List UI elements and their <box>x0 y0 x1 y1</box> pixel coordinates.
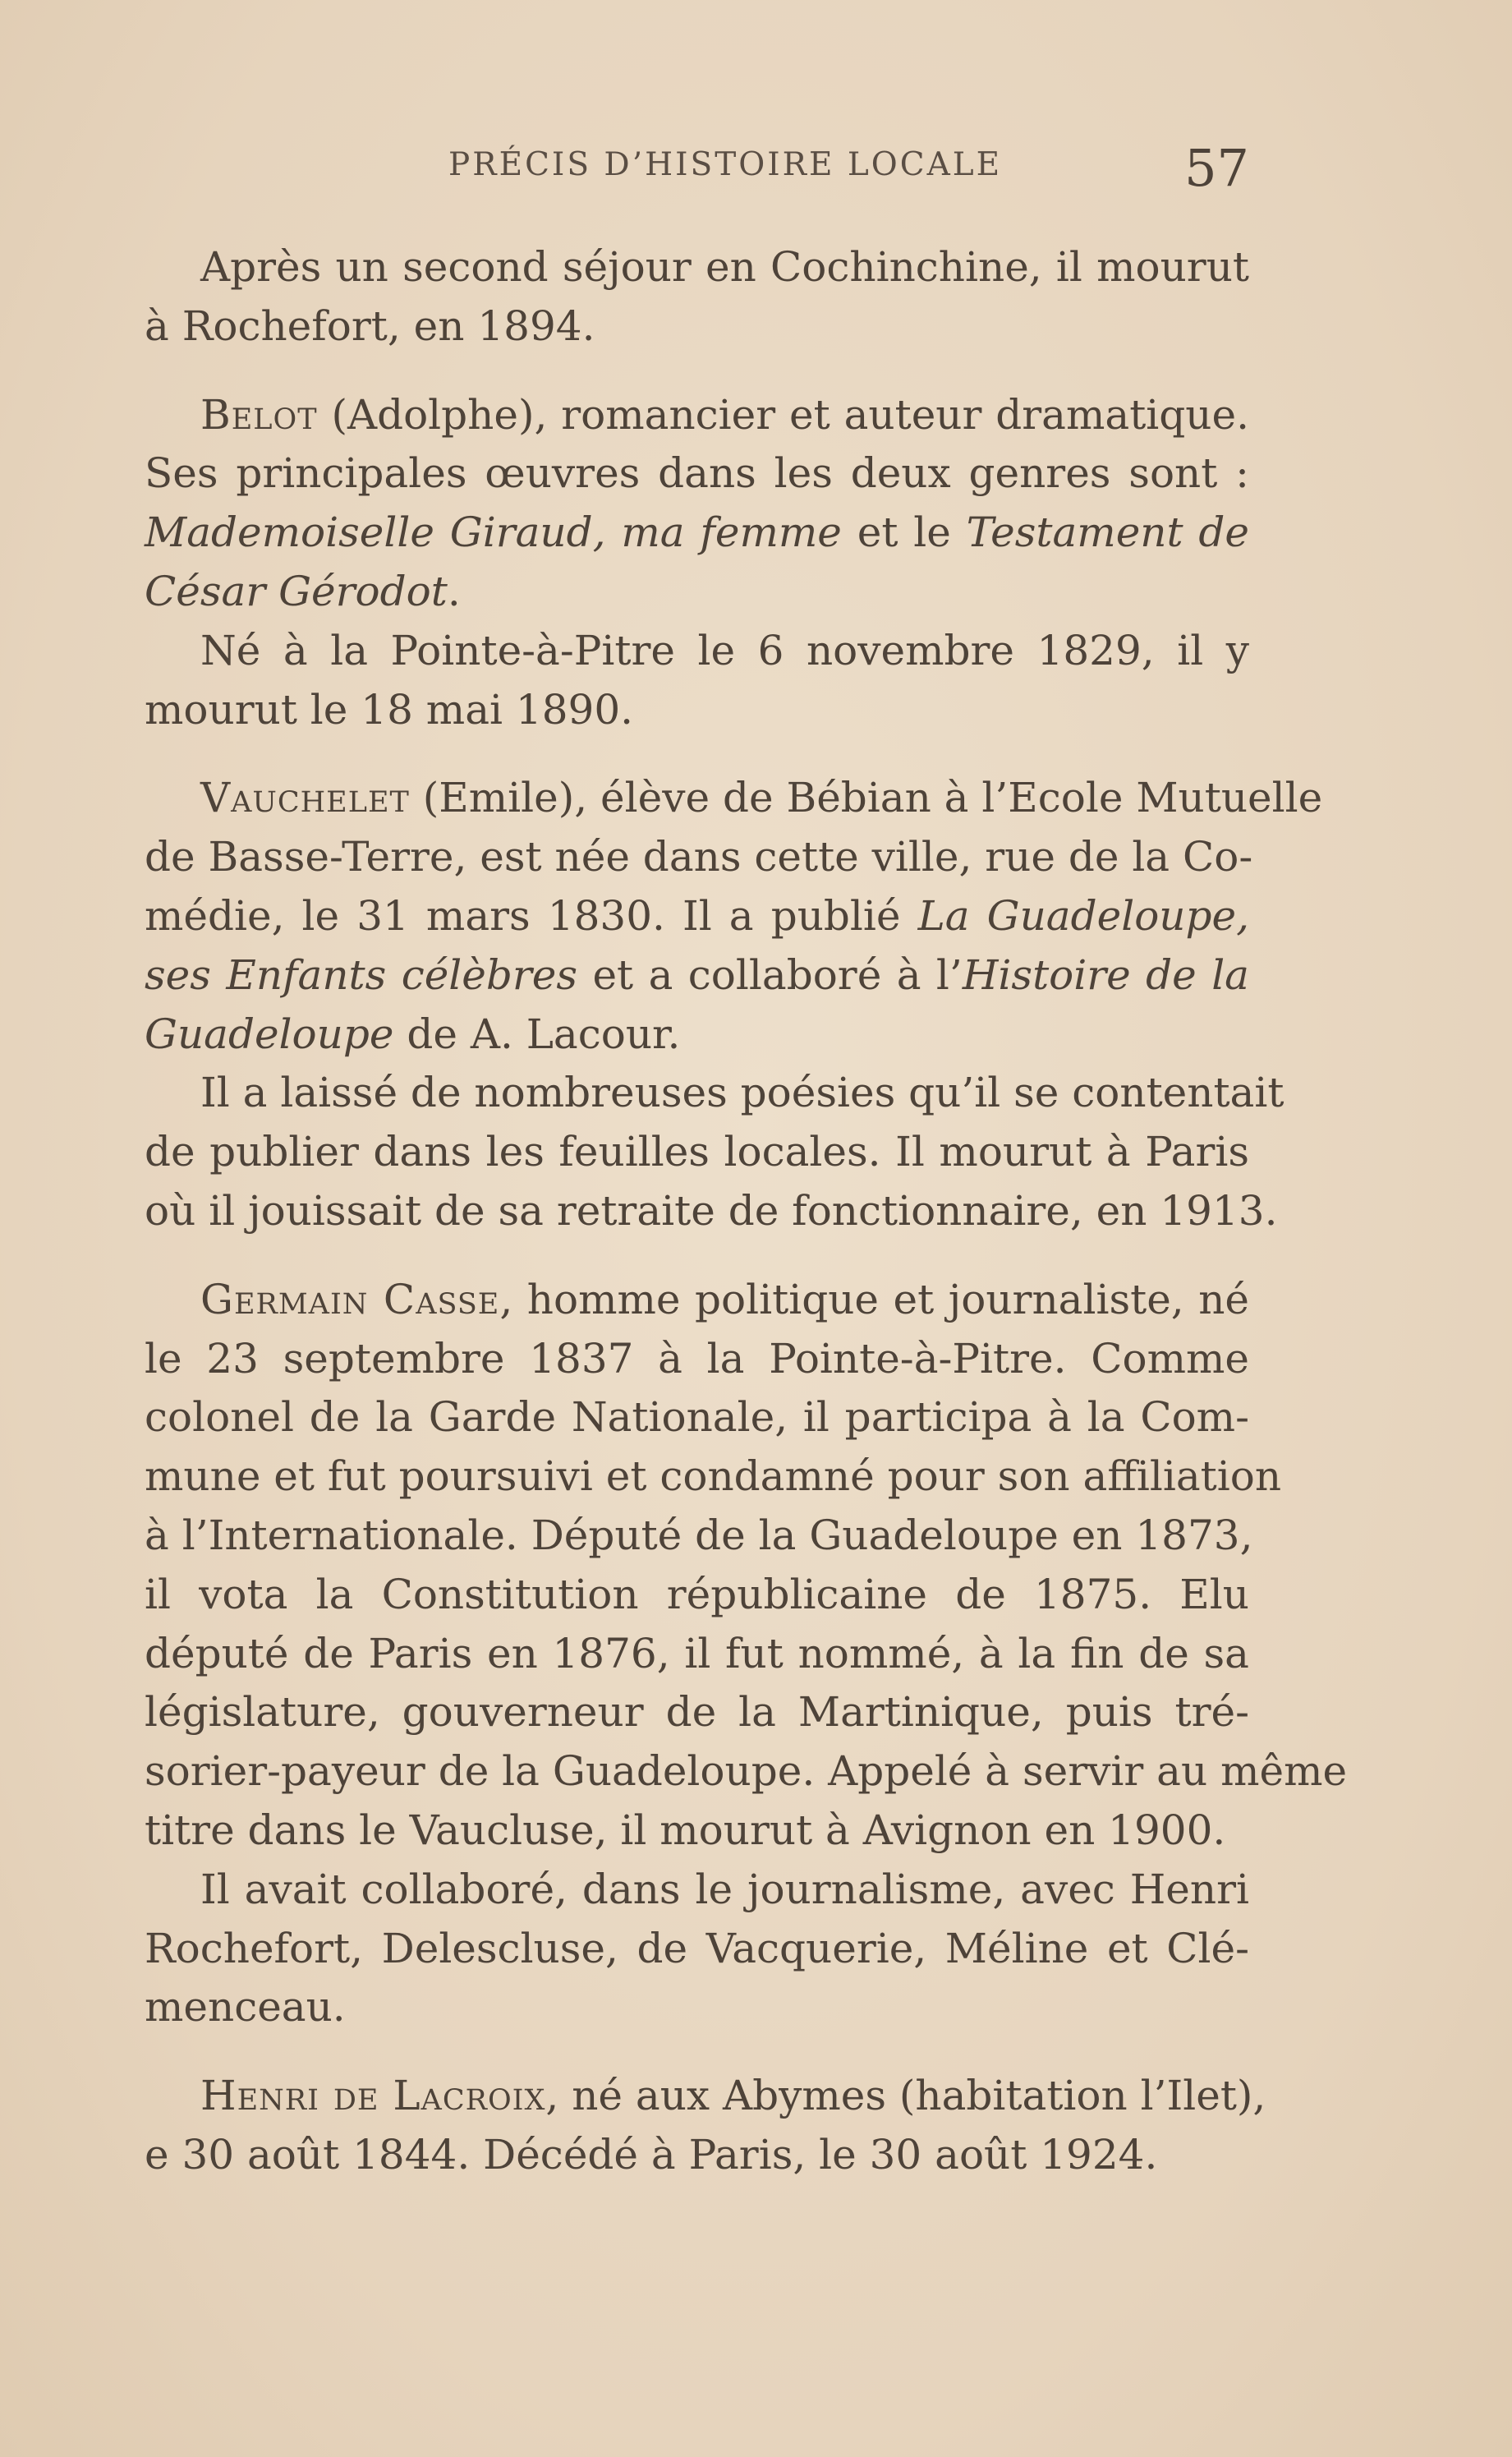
work-title: Testament de <box>966 508 1250 557</box>
text-line: de Basse-Terre, est née dans cette ville, rue de la Co- <box>145 833 1253 881</box>
text-line: Après un second séjour en Cochinchine, il mourut <box>200 243 1249 291</box>
work-title: La Guadeloupe, <box>917 891 1249 940</box>
text-line: colonel de la Garde Nationale, il participa à la Com- <box>145 1393 1249 1442</box>
entry-name: Germain Casse <box>200 1275 500 1323</box>
text-line: Guadeloupe de A. Lacour. <box>145 1010 681 1058</box>
text-line: à l’Internationale. Député de la Guadeloupe en 1873, <box>145 1511 1253 1559</box>
text-line: Henri de Lacroix, né aux Abymes (habitation l’Ilet), <box>200 2072 1266 2120</box>
entry-casse <box>145 1271 1348 1861</box>
entry-name: Henri de Lacroix <box>200 2072 546 2120</box>
text-line: Belot (Adolphe), romancier et auteur dramatique. <box>200 390 1249 439</box>
text-line: Vauchelet (Emile), élève de Bébian à l’Ecole Mutuelle <box>200 774 1323 822</box>
paragraph-vauchelet-poetry <box>145 1064 1285 1240</box>
text-line: ses Enfants célèbres et a collaboré à l’Histoire de la <box>145 950 1249 999</box>
text-line: mune et fut poursuivi et condamné pour son affiliation <box>145 1452 1282 1501</box>
text-line: Rochefort, Delescluse, de Vacquerie, Méline et Clé- <box>145 1924 1249 1972</box>
entry-lacroix <box>145 2067 1266 2185</box>
text-line: de publier dans les feuilles locales. Il mourut à Paris <box>145 1128 1249 1176</box>
work-title: Guadeloupe <box>145 1010 394 1058</box>
text-line: Ses principales œuvres dans les deux genres sont : <box>145 449 1249 498</box>
work-title: ses Enfants célèbres <box>145 950 578 999</box>
entry-name: Belot <box>200 390 318 439</box>
text-line: il vota la Constitution républicaine de 1875. Elu <box>145 1570 1249 1618</box>
text-line: législature, gouverneur de la Martinique, puis tré- <box>145 1688 1249 1737</box>
text-line: titre dans le Vaucluse, il mourut à Avignon en 1900. <box>145 1806 1226 1854</box>
entry-name: Vauchelet <box>200 774 410 822</box>
text-line: Il avait collaboré, dans le journalisme, avec Henri <box>200 1865 1249 1913</box>
work-title: Mademoiselle Giraud, ma femme <box>145 508 842 557</box>
paragraph-belot-birth <box>145 622 1249 740</box>
page-number: 57 <box>1184 138 1249 198</box>
text-line: où il jouissait de sa retraite de fonctionnaire, en 1913. <box>145 1186 1278 1235</box>
text-line: Mademoiselle Giraud, ma femme et le Testament de <box>145 508 1250 557</box>
text-line: sorier-payeur de la Guadeloupe. Appelé à servir au même <box>145 1747 1348 1796</box>
running-title: PRÉCIS D’HISTOIRE LOCALE <box>448 146 1003 183</box>
work-title: César Gérodot <box>145 567 448 615</box>
text-line: mourut le 18 mai 1890. <box>145 685 634 734</box>
running-head <box>145 138 1249 196</box>
text-line: Il a laissé de nombreuses poésies qu’il se contentait <box>200 1069 1285 1117</box>
text-line: à Rochefort, en 1894. <box>145 301 595 350</box>
text-line: e 30 août 1844. Décédé à Paris, le 30 août 1924. <box>145 2130 1158 2179</box>
text-line: César Gérodot. <box>145 567 461 615</box>
body-text <box>145 238 1348 2185</box>
text-line: menceau. <box>145 1983 346 2031</box>
entry-belot <box>145 386 1249 622</box>
paragraph-casse-journalism <box>145 1861 1249 2037</box>
work-title: Histoire de la <box>962 950 1249 999</box>
entry-vauchelet <box>145 769 1323 1064</box>
text-line: Germain Casse, homme politique et journaliste, né <box>200 1275 1249 1323</box>
text-line: Né à la Pointe-à-Pitre le 6 novembre 1829, il y <box>200 626 1249 674</box>
text-line: député de Paris en 1876, il fut nommé, à la fin de sa <box>145 1629 1249 1677</box>
text-line: médie, le 31 mars 1830. Il a publié La Guadeloupe, <box>145 891 1249 940</box>
text-line: le 23 septembre 1837 à la Pointe-à-Pitre. Comme <box>145 1334 1249 1383</box>
paragraph-cochinchine <box>145 238 1249 357</box>
